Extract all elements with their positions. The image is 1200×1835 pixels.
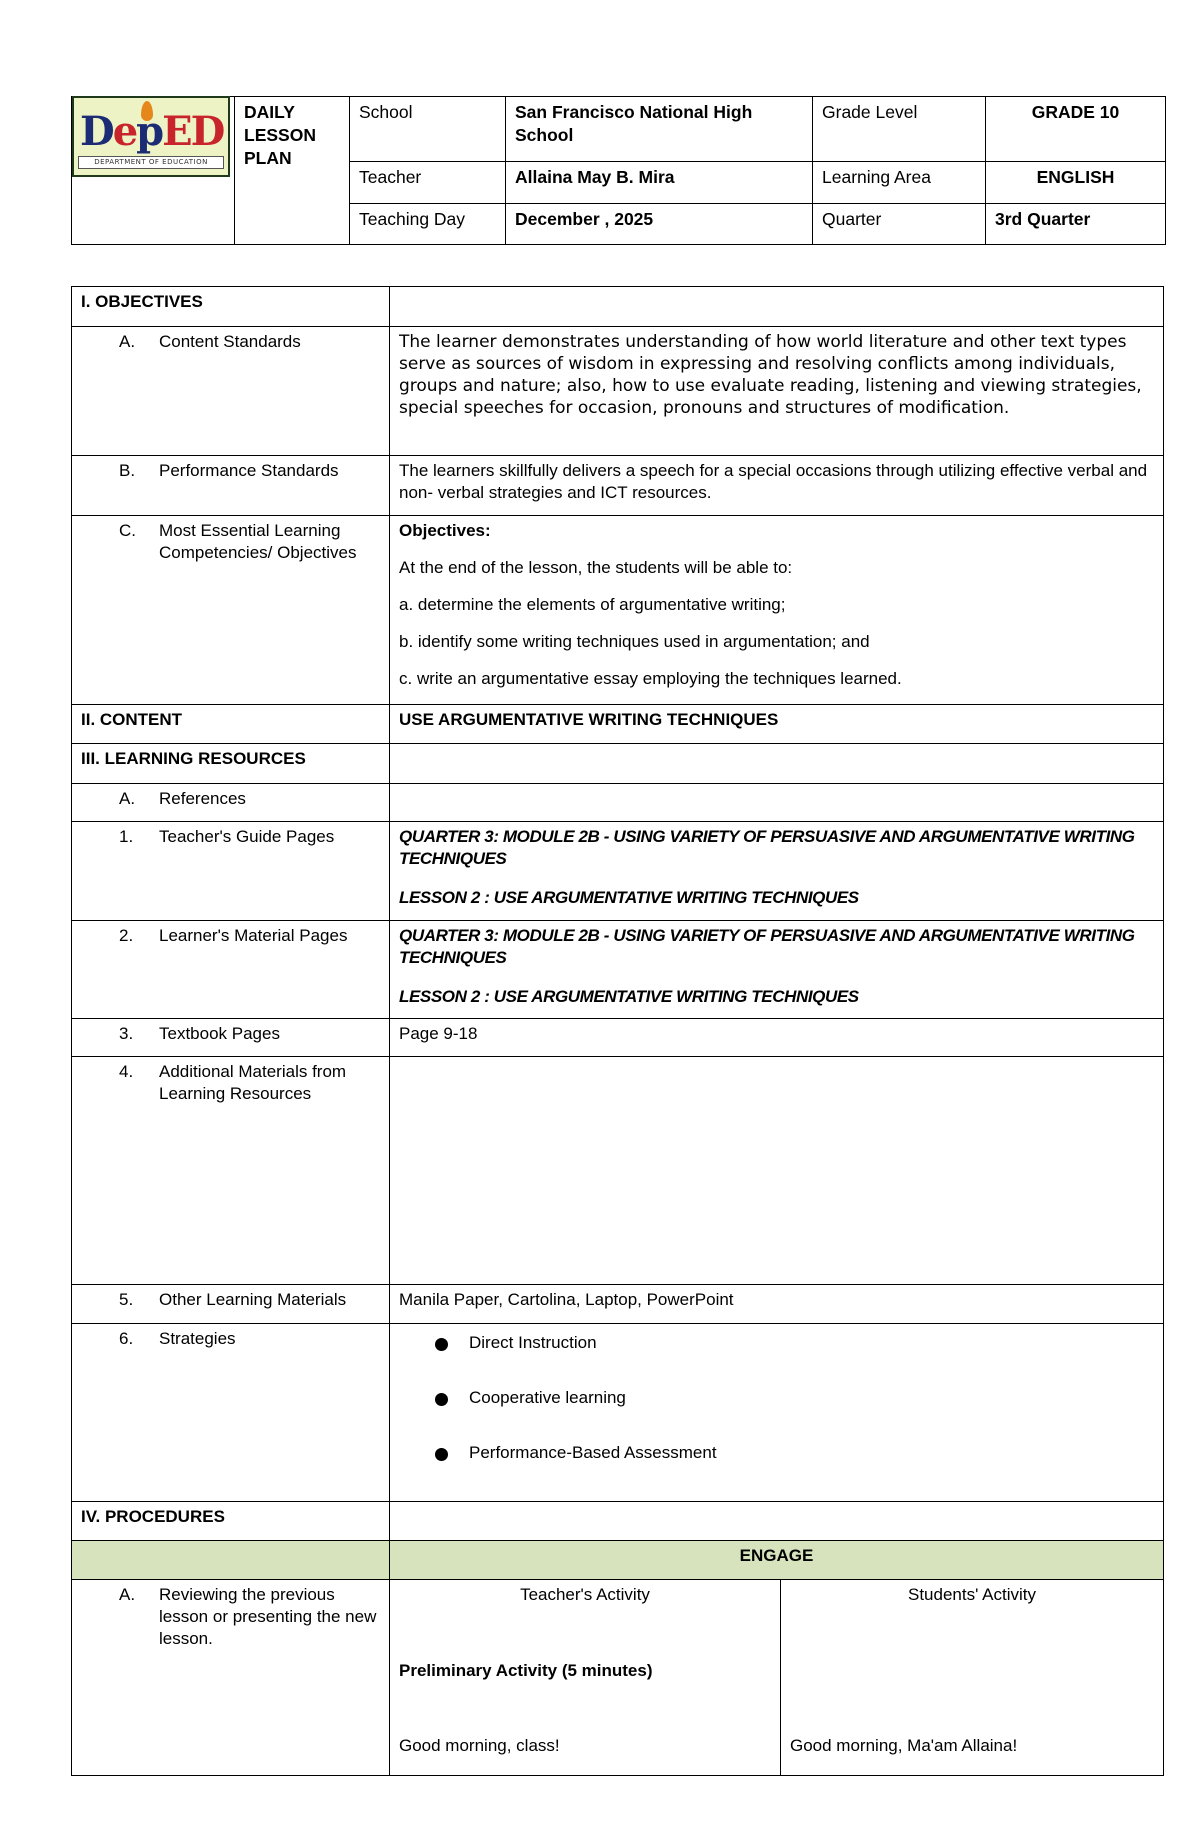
deped-logo-wordmark: DepED: [80, 108, 224, 155]
strategies-list: [399, 1332, 1154, 1497]
learners-material-lesson: LESSON 2 : USE ARGUMENTATIVE WRITING TECHNIQUES: [399, 987, 859, 1007]
teachers-activity-cell: [390, 1580, 781, 1776]
content-standards-text: The learner demonstrates understanding of how world literature and other text types serve as sources of wisdom in expressing and resolving conflicts among individuals, groups and nature; also, how to use evaluate reading, listening and viewing strategies, special speeches for occasion, pronouns and structures of modification.: [390, 327, 1164, 456]
learners-material-pages: [390, 921, 1164, 1019]
textbook-pages: Page 9-18: [390, 1019, 1164, 1057]
grade-level-label: Grade Level: [813, 97, 986, 162]
students-activity-header: Students' Activity: [908, 1585, 1036, 1604]
objectives-subheading: Objectives:: [399, 521, 491, 540]
teachers-guide-pages: [390, 822, 1164, 921]
item-number: 2.: [119, 926, 134, 945]
performance-standards-cell: [72, 456, 390, 516]
teaching-day-label: Teaching Day: [350, 203, 506, 244]
quarter-label: Quarter: [813, 203, 986, 244]
learners-material-cell: [72, 921, 390, 1019]
document-title: DAILY LESSON PLAN: [235, 97, 350, 245]
item-number: 3.: [119, 1024, 134, 1043]
student-greeting: Good morning, Ma'am Allaina!: [790, 1736, 1018, 1756]
references-cell: [72, 784, 390, 822]
objectives-heading: I. OBJECTIVES: [72, 287, 390, 327]
item-letter: B.: [119, 461, 136, 480]
item-number: 4.: [119, 1062, 134, 1081]
strategy-item: Cooperative learning: [435, 1387, 1154, 1442]
lesson-plan-header-table: [71, 96, 1166, 245]
teachers-guide-label: Teacher's Guide Pages: [159, 827, 335, 846]
item-number: 5.: [119, 1290, 134, 1309]
item-number: 6.: [119, 1329, 134, 1348]
teacher-value: Allaina May B. Mira: [506, 162, 813, 203]
review-lesson-cell: [72, 1580, 390, 1776]
content-standards-label: Content Standards: [159, 332, 301, 351]
other-materials-cell: [72, 1285, 390, 1324]
quarter-value: 3rd Quarter: [986, 203, 1166, 244]
procedures-heading: IV. PROCEDURES: [72, 1502, 390, 1541]
strategy-item: Performance-Based Assessment: [435, 1442, 1154, 1497]
bullet-icon: [435, 1448, 448, 1461]
bullet-icon: [435, 1338, 448, 1351]
strategies-label: Strategies: [159, 1329, 236, 1348]
teacher-label: Teacher: [350, 162, 506, 203]
deped-logo: [72, 96, 230, 177]
learners-material-module: QUARTER 3: MODULE 2B - USING VARIETY OF PERSUASIVE AND ARGUMENTATIVE WRITING TECHNIQUES: [399, 926, 1135, 968]
school-label: School: [350, 97, 506, 162]
performance-standards-label: Performance Standards: [159, 461, 339, 480]
textbook-cell: [72, 1019, 390, 1057]
performance-standards-text: The learners skillfully delivers a speech for a special occasions through utilizing effective verbal and non- verbal strategies and ICT resources.: [390, 456, 1164, 516]
content-standards-cell: [72, 327, 390, 456]
learners-material-label: Learner's Material Pages: [159, 926, 348, 945]
strategies-list-cell: [390, 1324, 1164, 1502]
objective-a: a. determine the elements of argumentative writing;: [399, 595, 786, 615]
additional-materials-cell: [72, 1057, 390, 1285]
deped-logo-subtitle: DEPARTMENT OF EDUCATION: [78, 156, 224, 169]
melc-cell: [72, 516, 390, 705]
grade-level-value: GRADE 10: [986, 97, 1166, 162]
teaching-day-value: December , 2025: [506, 203, 813, 244]
logo-cell: [72, 97, 235, 245]
school-value: San Francisco National High School: [506, 97, 813, 162]
objective-c: c. write an argumentative essay employing the techniques learned.: [399, 669, 902, 689]
teacher-greeting: Good morning, class!: [399, 1736, 560, 1756]
teachers-guide-cell: [72, 822, 390, 921]
students-activity-cell: [781, 1580, 1164, 1776]
item-letter: A.: [119, 789, 136, 808]
item-letter: A.: [119, 332, 136, 351]
bullet-icon: [435, 1393, 448, 1406]
review-lesson-label: Reviewing the previous lesson or presenting the new lesson.: [159, 1585, 377, 1649]
references-label: References: [159, 789, 246, 808]
learning-resources-heading: III. LEARNING RESOURCES: [72, 744, 390, 784]
content-heading: II. CONTENT: [72, 705, 390, 744]
preliminary-activity: Preliminary Activity (5 minutes): [399, 1661, 653, 1681]
item-letter: C.: [119, 521, 136, 540]
learning-area-value: ENGLISH: [986, 162, 1166, 203]
other-materials-value: Manila Paper, Cartolina, Laptop, PowerPoint: [390, 1285, 1164, 1324]
engage-phase-label: ENGAGE: [390, 1541, 1164, 1580]
strategies-cell: [72, 1324, 390, 1502]
objective-b: b. identify some writing techniques used in argumentation; and: [399, 632, 870, 652]
engage-spacer-cell: [72, 1541, 390, 1580]
teachers-activity-header: Teacher's Activity: [520, 1585, 650, 1604]
melc-label: Most Essential Learning Competencies/ Objectives: [159, 521, 357, 563]
item-number: 1.: [119, 827, 134, 846]
lesson-plan-main-table: [71, 286, 1164, 1776]
content-value: USE ARGUMENTATIVE WRITING TECHNIQUES: [390, 705, 1164, 744]
strategy-item: Direct Instruction: [435, 1332, 1154, 1387]
melc-objectives: [390, 516, 1164, 705]
teachers-guide-module: QUARTER 3: MODULE 2B - USING VARIETY OF PERSUASIVE AND ARGUMENTATIVE WRITING TECHNIQUES: [399, 827, 1135, 869]
learning-area-label: Learning Area: [813, 162, 986, 203]
textbook-label: Textbook Pages: [159, 1024, 280, 1043]
additional-materials-label: Additional Materials from Learning Resources: [159, 1062, 347, 1104]
teachers-guide-lesson: LESSON 2 : USE ARGUMENTATIVE WRITING TECHNIQUES: [399, 888, 859, 908]
objectives-intro: At the end of the lesson, the students will be able to:: [399, 558, 793, 578]
additional-materials-value: [390, 1057, 1164, 1285]
item-letter: A.: [119, 1585, 136, 1604]
other-materials-label: Other Learning Materials: [159, 1290, 347, 1309]
